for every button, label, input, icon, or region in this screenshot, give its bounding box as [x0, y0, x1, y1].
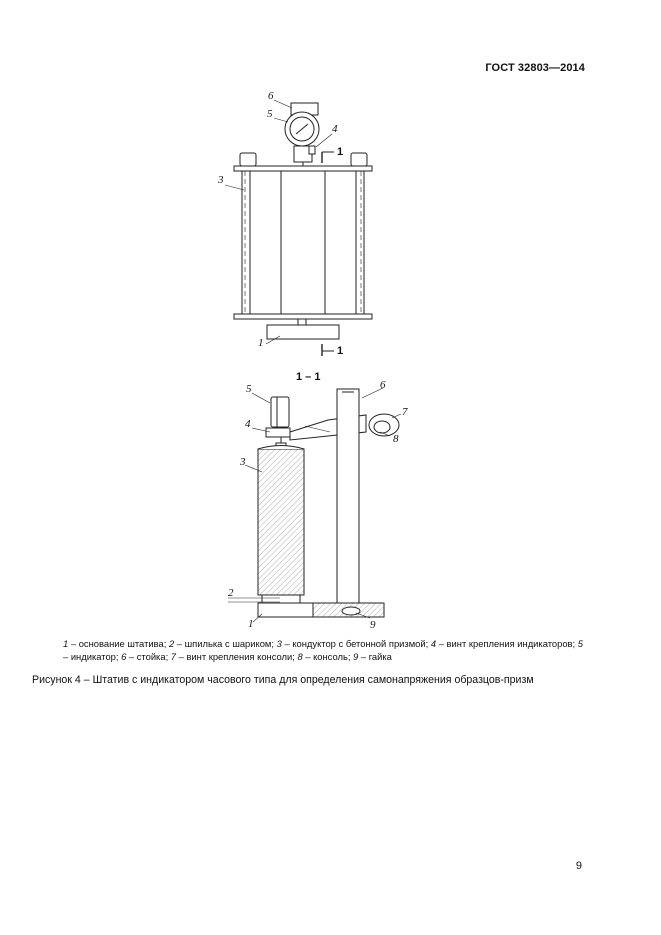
label-5: 5 — [246, 383, 252, 395]
legend-num: 7 — [170, 651, 177, 663]
label-4: 4 — [245, 418, 251, 430]
legend-text: – стойка; — [126, 651, 171, 663]
front-view — [225, 100, 372, 356]
legend-text: – шпилька с шариком; — [174, 638, 277, 649]
label-4: 4 — [332, 123, 338, 135]
label-6: 6 — [380, 379, 386, 391]
page-number: 9 — [575, 860, 582, 872]
figure-caption: Рисунок 4 – Штатив с индикатором часового типа для определения самонапряжения образцов-призм — [32, 674, 534, 686]
legend-num: 6 — [121, 651, 127, 663]
legend-num: 8 — [297, 651, 303, 663]
label-3: 3 — [218, 174, 224, 186]
cut-mark-bottom: 1 — [337, 345, 344, 357]
label-6: 6 — [268, 90, 274, 102]
legend-text: – винт крепления индикаторов; — [436, 638, 578, 649]
section-mark: 1 – 1 — [296, 371, 321, 383]
label-5: 5 — [267, 108, 273, 120]
legend-num: 4 — [430, 638, 437, 649]
document-code: ГОСТ 32803—2014 — [485, 62, 585, 74]
legend-text: – индикатор; — [63, 651, 122, 663]
legend-text: – гайка — [358, 651, 392, 663]
legend-num: 5 — [577, 638, 584, 649]
figure-legend — [63, 637, 583, 663]
cut-mark-top: 1 — [337, 146, 344, 158]
legend-num: 2 — [168, 638, 175, 649]
label-8: 8 — [393, 433, 399, 445]
label-3: 3 — [240, 456, 246, 468]
label-2: 2 — [228, 587, 234, 599]
legend-text: – кондуктор с бетонной призмой; — [281, 638, 431, 649]
side-view — [228, 388, 401, 622]
legend-num: 1 — [63, 638, 69, 649]
legend-num: 3 — [276, 638, 282, 649]
legend-text: – консоль; — [302, 651, 354, 663]
label-1: 1 — [248, 618, 254, 630]
label-1: 1 — [258, 337, 264, 349]
label-9: 9 — [370, 619, 376, 631]
label-7: 7 — [402, 406, 408, 418]
legend-text: – винт крепления консоли; — [176, 651, 298, 663]
legend-num: 9 — [353, 651, 359, 663]
legend-text: – основание штатива; — [68, 638, 169, 649]
